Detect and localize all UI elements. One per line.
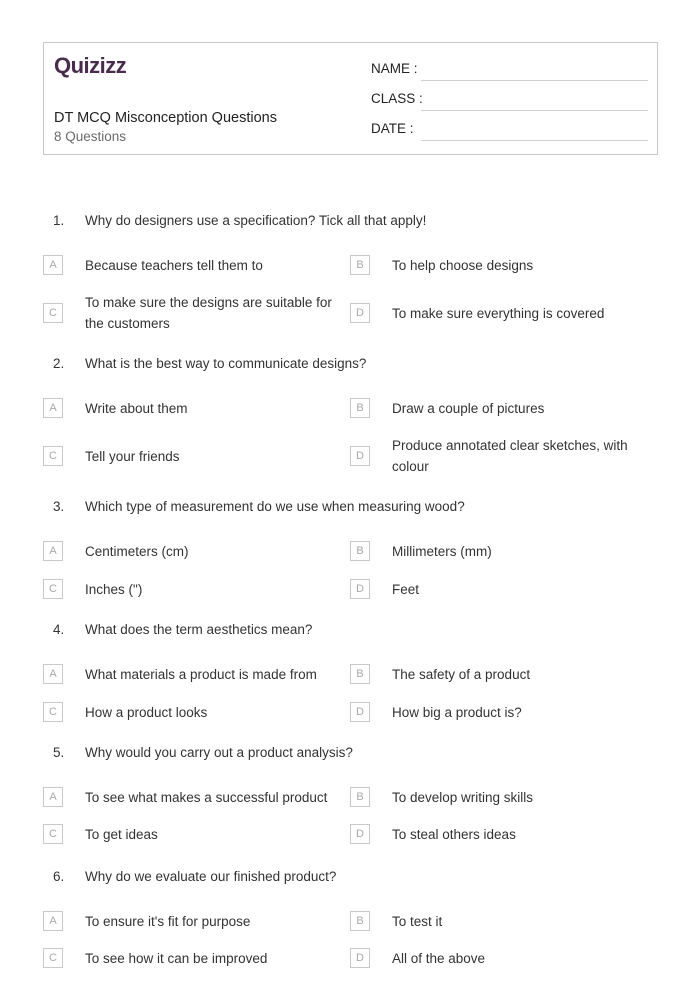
option-a-text: To ensure it's fit for purpose (85, 913, 251, 929)
question-number: 6. (53, 869, 65, 884)
question-text: Why do we evaluate our finished product? (85, 869, 337, 884)
question-text: Why do designers use a specification? Tick all that apply! (85, 213, 427, 228)
option-d-text: How big a product is? (392, 704, 522, 720)
option-c-box[interactable]: C (43, 446, 63, 466)
option-a-text: What materials a product is made from (85, 666, 317, 682)
option-a-box[interactable]: A (43, 787, 63, 807)
option-c-box[interactable]: C (43, 579, 63, 599)
option-b-box[interactable]: B (350, 398, 370, 418)
option-c-text: To make sure the designs are suitable for the customers (85, 295, 332, 331)
option-d-text: To steal others ideas (392, 826, 516, 842)
option-c-text: How a product looks (85, 704, 208, 720)
option-d-text: Produce annotated clear sketches, with colour (392, 438, 628, 474)
option-b-text: To help choose designs (392, 257, 534, 273)
quizizz-logo: Quizizz (54, 53, 127, 78)
question-text: What does the term aesthetics mean? (85, 622, 313, 637)
option-b-box[interactable]: B (350, 541, 370, 561)
option-a-text: Centimeters (cm) (85, 543, 189, 559)
option-b-text: To develop writing skills (392, 789, 534, 805)
option-c-text: Tell your friends (85, 448, 180, 464)
option-c-text: To get ideas (85, 826, 158, 842)
option-d-text: Feet (392, 581, 420, 597)
name-label: NAME : (371, 61, 418, 76)
class-line (421, 110, 648, 111)
question-number: 1. (53, 213, 65, 228)
option-c-box[interactable]: C (43, 702, 63, 722)
date-field[interactable] (371, 121, 648, 141)
name-field[interactable] (371, 61, 648, 81)
option-b-box[interactable]: B (350, 664, 370, 684)
question-text: What is the best way to communicate designs? (85, 356, 367, 371)
option-b-box[interactable]: B (350, 787, 370, 807)
date-line (421, 140, 648, 141)
question-number: 3. (53, 499, 65, 514)
option-a-box[interactable]: A (43, 911, 63, 931)
question-text: Which type of measurement do we use when measuring wood? (85, 499, 465, 514)
worksheet-title: DT MCQ Misconception Questions (54, 110, 277, 126)
question-count: 8 Questions (54, 129, 127, 144)
question-number: 2. (53, 356, 65, 371)
option-b-text: The safety of a product (392, 666, 531, 682)
option-d-box[interactable]: D (350, 303, 370, 323)
option-d-box[interactable]: D (350, 702, 370, 722)
option-c-box[interactable]: C (43, 948, 63, 968)
class-field[interactable] (371, 91, 648, 111)
name-line (421, 80, 648, 81)
option-b-text: Millimeters (mm) (392, 543, 492, 559)
option-d-text: All of the above (392, 950, 486, 966)
option-d-box[interactable]: D (350, 446, 370, 466)
option-a-box[interactable]: A (43, 664, 63, 684)
question-text: Why would you carry out a product analysis? (85, 745, 353, 760)
option-b-text: To test it (392, 913, 443, 929)
worksheet-header (43, 42, 658, 155)
question-number: 5. (53, 745, 65, 760)
option-c-box[interactable]: C (43, 824, 63, 844)
option-b-text: Draw a couple of pictures (392, 400, 545, 416)
option-d-box[interactable]: D (350, 579, 370, 599)
option-c-text: To see how it can be improved (85, 950, 268, 966)
class-label: CLASS : (371, 91, 423, 106)
option-a-box[interactable]: A (43, 398, 63, 418)
option-a-text: Because teachers tell them to (85, 257, 263, 273)
question-number: 4. (53, 622, 65, 637)
option-a-text: Write about them (85, 400, 188, 416)
option-a-text: To see what makes a successful product (85, 789, 328, 805)
date-label: DATE : (371, 121, 414, 136)
option-d-box[interactable]: D (350, 824, 370, 844)
option-d-text: To make sure everything is covered (392, 305, 605, 321)
option-b-box[interactable]: B (350, 255, 370, 275)
option-a-box[interactable]: A (43, 541, 63, 561)
option-d-box[interactable]: D (350, 948, 370, 968)
option-c-text: Inches (") (85, 581, 143, 597)
option-c-box[interactable]: C (43, 303, 63, 323)
option-a-box[interactable]: A (43, 255, 63, 275)
option-b-box[interactable]: B (350, 911, 370, 931)
